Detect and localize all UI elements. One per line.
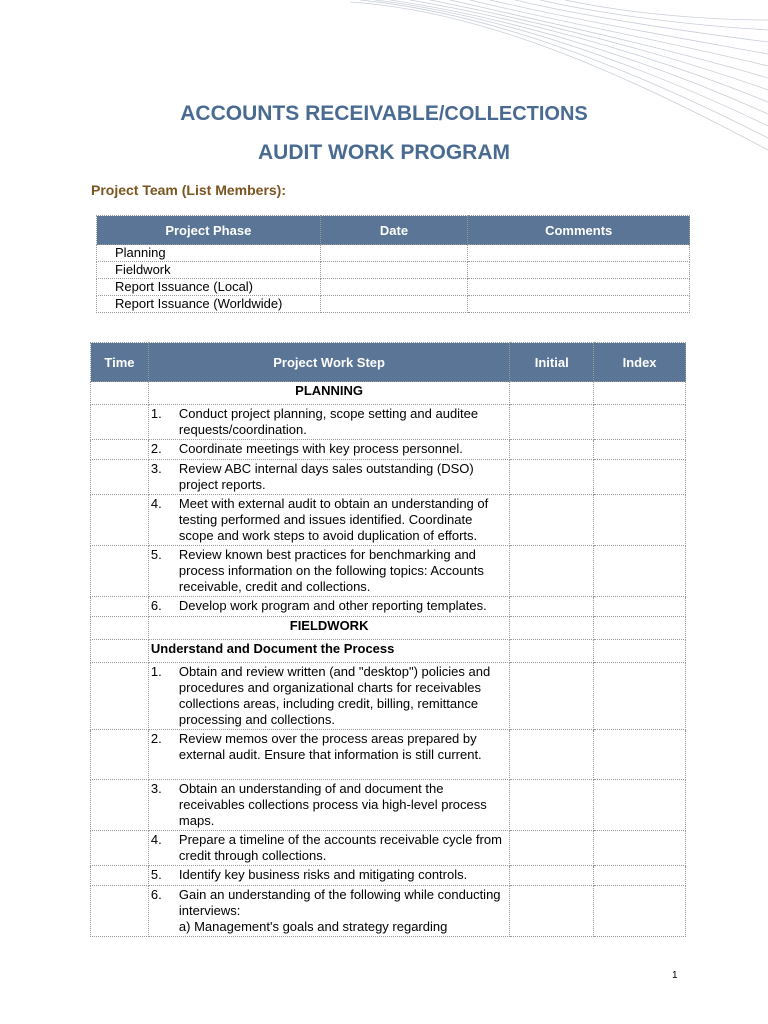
step-text: Conduct project planning, scope setting and auditee requests/coordination. bbox=[178, 406, 479, 437]
work-step bbox=[148, 886, 509, 937]
table-row bbox=[91, 546, 686, 597]
work-step bbox=[148, 730, 509, 780]
section-row-fieldwork bbox=[91, 617, 686, 640]
comments-cell bbox=[468, 279, 690, 296]
step-number: 4. bbox=[150, 832, 162, 847]
subsection-label: Understand and Document the Process bbox=[148, 640, 509, 663]
project-team-label: Project Team (List Members): bbox=[91, 182, 287, 198]
title-part-a: ACCOUNTS RECEIVABLE bbox=[180, 102, 439, 125]
table-row bbox=[91, 460, 686, 495]
step-text: Gain an understanding of the following while conducting interviews: bbox=[178, 887, 501, 918]
work-table-header bbox=[91, 343, 686, 382]
step-number: 6. bbox=[150, 598, 162, 613]
step-number: 3. bbox=[150, 461, 162, 476]
document-title-line2: AUDIT WORK PROGRAM bbox=[258, 141, 510, 164]
step-text: Meet with external audit to obtain an understanding of testing performed and issues identified. Coordinate scope and work steps to avoid duplication of efforts. bbox=[178, 496, 489, 543]
work-step-table bbox=[90, 342, 686, 937]
work-step bbox=[148, 663, 509, 730]
table-row bbox=[97, 296, 690, 313]
step-number: 1. bbox=[150, 664, 162, 679]
work-step bbox=[148, 460, 509, 495]
step-text-continued: a) Management's goals and strategy regarding bbox=[178, 919, 448, 934]
step-number: 3. bbox=[150, 781, 162, 796]
page-number: 1 bbox=[672, 970, 678, 981]
phase-cell: Fieldwork bbox=[97, 262, 321, 279]
comments-cell bbox=[468, 245, 690, 262]
step-number: 6. bbox=[150, 887, 162, 902]
step-number: 5. bbox=[150, 867, 162, 882]
header-index: Index bbox=[594, 343, 686, 382]
title-part-b: /COLLECTIONS bbox=[438, 103, 588, 125]
work-step bbox=[148, 546, 509, 597]
step-number: 2. bbox=[150, 441, 162, 456]
table-row bbox=[91, 663, 686, 730]
step-number: 1. bbox=[150, 406, 162, 421]
date-cell bbox=[320, 279, 468, 296]
step-text: Review ABC internal days sales outstanding (DSO) project reports. bbox=[178, 461, 474, 492]
date-cell bbox=[320, 296, 468, 313]
step-text: Develop work program and other reporting templates. bbox=[178, 598, 487, 613]
header-date: Date bbox=[320, 216, 468, 245]
work-step bbox=[148, 405, 509, 440]
phase-cell: Report Issuance (Worldwide) bbox=[97, 296, 321, 313]
step-text: Obtain an understanding of and document the receivables collections process via high-level process maps. bbox=[178, 781, 487, 828]
date-cell bbox=[320, 262, 468, 279]
step-number: 2. bbox=[150, 731, 162, 746]
phase-cell: Planning bbox=[97, 245, 321, 262]
work-step bbox=[148, 831, 509, 866]
table-row bbox=[91, 597, 686, 617]
work-step bbox=[148, 495, 509, 546]
step-number: 4. bbox=[150, 496, 162, 511]
table-row bbox=[91, 405, 686, 440]
work-step bbox=[148, 780, 509, 831]
work-step bbox=[148, 866, 509, 886]
table-row bbox=[91, 831, 686, 866]
document-title-line1 bbox=[0, 102, 768, 126]
table-row bbox=[91, 780, 686, 831]
subsection-row bbox=[91, 640, 686, 663]
section-label-planning: PLANNING bbox=[148, 382, 509, 405]
comments-cell bbox=[468, 296, 690, 313]
phase-cell: Report Issuance (Local) bbox=[97, 279, 321, 296]
step-text: Review known best practices for benchmarking and process information on the following topics: Accounts receivable, credit and collections. bbox=[178, 547, 484, 594]
section-row-planning bbox=[91, 382, 686, 405]
step-number: 5. bbox=[150, 547, 162, 562]
header-time: Time bbox=[91, 343, 149, 382]
date-cell bbox=[320, 245, 468, 262]
step-text: Identify key business risks and mitigating controls. bbox=[178, 867, 468, 882]
work-step bbox=[148, 440, 509, 460]
table-row bbox=[97, 245, 690, 262]
table-row bbox=[91, 886, 686, 937]
header-project-work-step: Project Work Step bbox=[148, 343, 509, 382]
phase-table-header bbox=[97, 216, 690, 245]
work-step bbox=[148, 597, 509, 617]
table-row bbox=[91, 440, 686, 460]
step-text: Coordinate meetings with key process personnel. bbox=[178, 441, 463, 456]
comments-cell bbox=[468, 262, 690, 279]
header-initial: Initial bbox=[510, 343, 594, 382]
table-row bbox=[91, 495, 686, 546]
step-text: Review memos over the process areas prepared by external audit. Ensure that information is still current. bbox=[178, 731, 482, 762]
header-comments: Comments bbox=[468, 216, 690, 245]
step-text: Obtain and review written (and "desktop") policies and procedures and organizational charts for receivables collections areas, including credit, billing, remittance processing and collections. bbox=[178, 664, 491, 727]
table-row bbox=[97, 279, 690, 296]
project-phase-table bbox=[96, 215, 690, 313]
table-row bbox=[91, 866, 686, 886]
section-label-fieldwork: FIELDWORK bbox=[148, 617, 509, 640]
step-text: Prepare a timeline of the accounts receivable cycle from credit through collections. bbox=[178, 832, 502, 863]
header-project-phase: Project Phase bbox=[97, 216, 321, 245]
table-row bbox=[97, 262, 690, 279]
table-row bbox=[91, 730, 686, 780]
